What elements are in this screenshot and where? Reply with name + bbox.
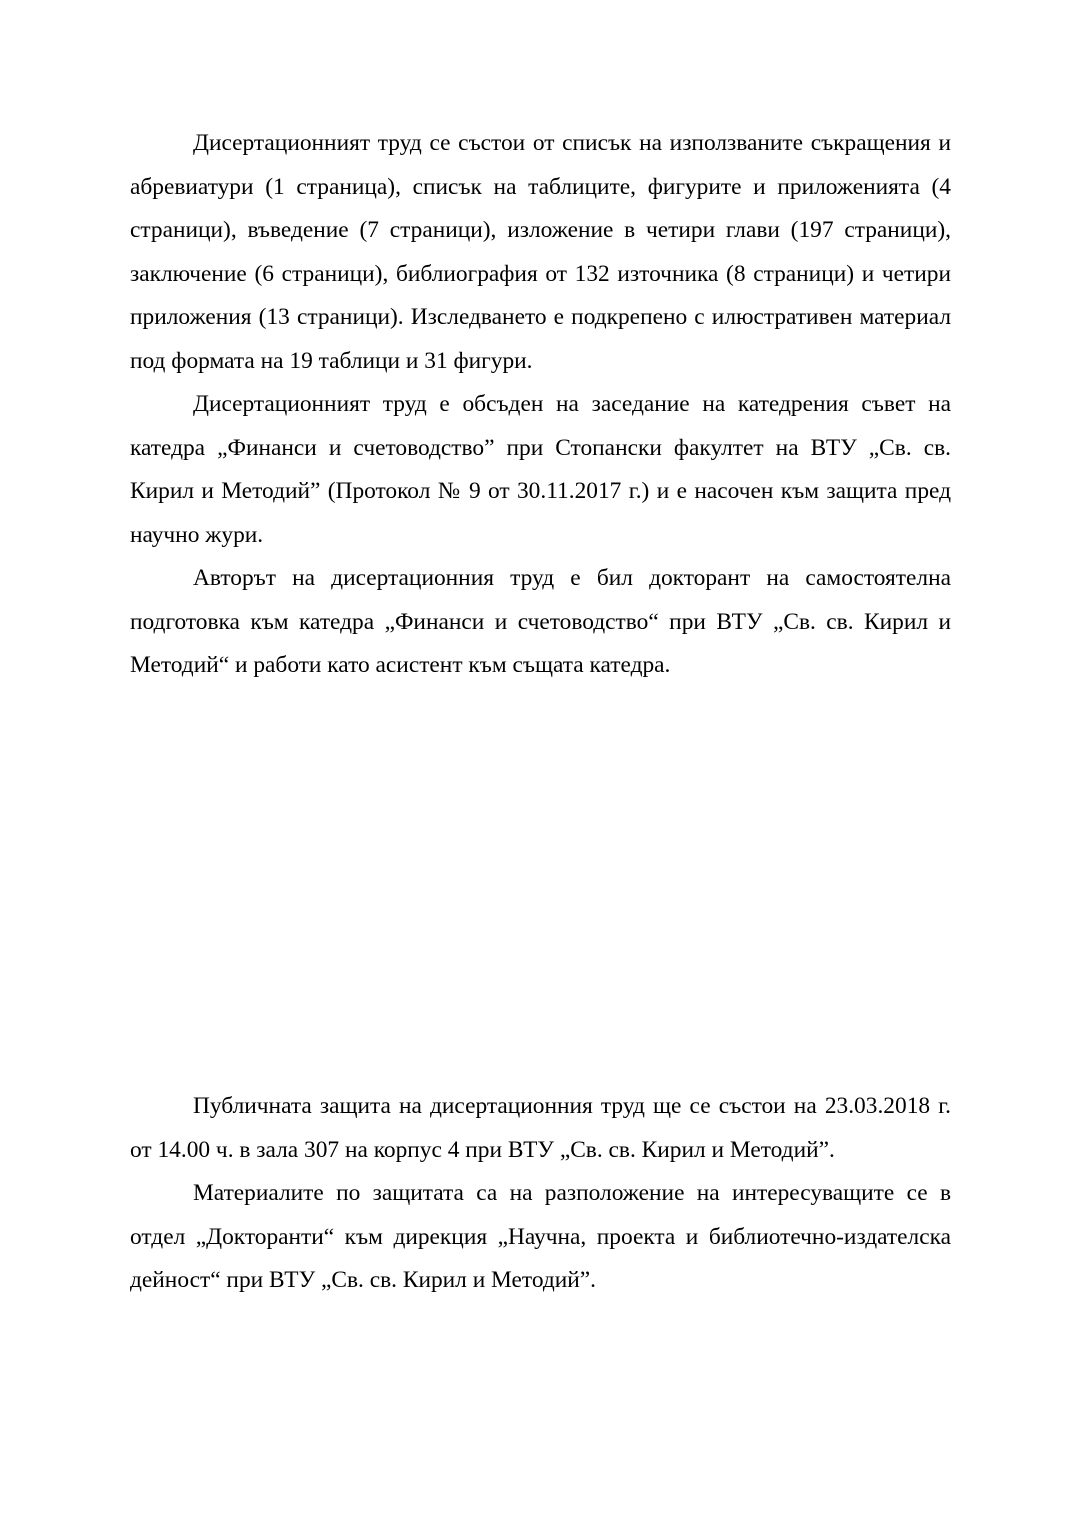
dissertation-discussion-paragraph: Дисертационният труд е обсъден на заседание на катедрения съвет на катедра „Финанси и счетоводство” при Стопански факултет на ВТУ „Св. св. Кирил и Методий” (Протокол № 9 от 30.11.2017 г.) и е насочен към защита пред научно жури. (130, 391, 951, 548)
defense-info-section (130, 1085, 951, 1303)
materials-availability-paragraph: Материалите по защитата са на разположение на интересуващите се в отдел „Докторанти“ към дирекция „Научна, проекта и библиотечно-издателска дейност“ при ВТУ „Св. св. Кирил и Методий”. (130, 1180, 951, 1293)
dissertation-info-section (130, 122, 951, 688)
dissertation-structure-paragraph: Дисертационният труд се състои от списък на използваните съкращения и абревиатури (1 страница), списък на таблиците, фигурите и приложенията (4 страници), въведение (7 страници), изложение в четири глави (197 страници), заключение (6 страници), библиография от 132 източника (8 страници) и четири приложения (13 страници). Изследването е подкрепено с илюстративен материал под формата на 19 таблици и 31 фигури. (130, 130, 951, 374)
public-defense-paragraph: Публичната защита на дисертационния труд ще се състои на 23.03.2018 г. от 14.00 ч. в зала 307 на корпус 4 при ВТУ „Св. св. Кирил и Методий”. (130, 1093, 951, 1163)
author-info-paragraph: Авторът на дисертационния труд е бил докторант на самостоятелна подготовка към катедра „Финанси и счетоводство“ при ВТУ „Св. св. Кирил и Методий“ и работи като асистент към същата катедра. (130, 565, 951, 678)
